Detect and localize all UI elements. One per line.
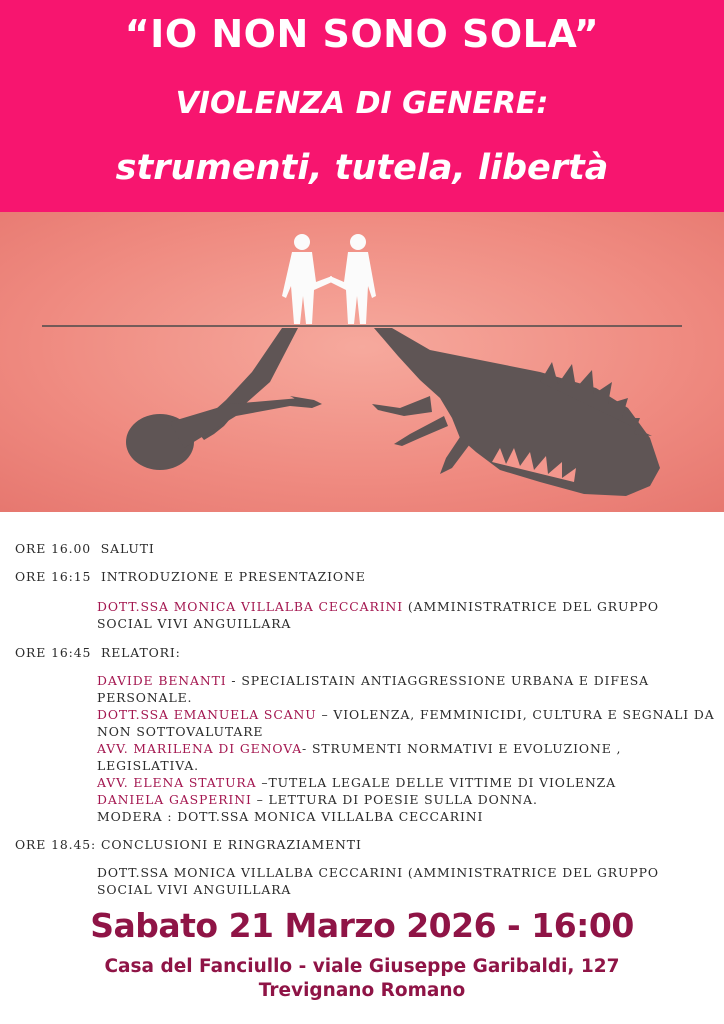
schedule-text: RELATORI: (100, 645, 181, 660)
event-venue: Casa del Fanciullo - viale Giuseppe Garibaldi, 127 (104, 956, 620, 977)
title-banner (0, 0, 724, 212)
speaker-name: DANIELA GASPERINI (97, 792, 252, 807)
schedule-text: INTRODUZIONE E PRESENTAZIONE (100, 569, 366, 584)
speaker-name: AVV. ELENA STATURA (97, 775, 257, 790)
speaker-topic: - STRUMENTI NORMATIVI E EVOLUZIONE , LEGISLATIVA. (97, 741, 622, 773)
speaker-name: DAVIDE BENANTI (97, 673, 227, 688)
schedule-item-greetings (15, 540, 155, 557)
event-town: Trevignano Romano (258, 980, 466, 1001)
event-location (0, 955, 724, 1003)
event-title: “IO NON SONO SOLA” (124, 12, 600, 56)
event-date: Sabato 21 Marzo 2026 - 16:00 (90, 906, 634, 945)
event-tagline: strumenti, tutela, libertà (115, 148, 609, 188)
conclusions-speaker (97, 864, 717, 898)
schedule-time: ORE 16:45 (15, 645, 92, 660)
event-subtitle: VIOLENZA DI GENERE: (175, 86, 549, 121)
schedule-text: CONCLUSIONI E RINGRAZIAMENTI (100, 837, 362, 852)
schedule-text: SALUTI (100, 541, 155, 556)
schedule-item-introduction (15, 568, 366, 585)
moderator-line: MODERA : DOTT.SSA MONICA VILLALBA CECCARINI (97, 809, 484, 824)
introduction-speaker (97, 598, 717, 632)
speaker-entry (97, 672, 717, 706)
speaker-name: DOTT.SSA EMANUELA SCANU (97, 707, 317, 722)
speaker-entry (97, 774, 717, 791)
speaker-name: DOTT.SSA MONICA VILLALBA CECCARINI (97, 599, 404, 614)
speaker-entry (97, 706, 717, 740)
speaker-topic: – VIOLENZA, FEMMINICIDI, CULTURA E SEGNALI DA NON SOTTOVALUTARE (97, 707, 715, 739)
speaker-entry (97, 740, 717, 774)
speaker-name-plain: DOTT.SSA MONICA VILLALBA CECCARINI (97, 865, 404, 880)
handshake-shadow-illustration (0, 212, 724, 512)
schedule-time: ORE 16:15 (15, 569, 92, 584)
speaker-topic: –TUTELA LEGALE DELLE VITTIME DI VIOLENZA (256, 775, 617, 790)
speaker-name: AVV. MARILENA DI GENOVA (97, 741, 303, 756)
speaker-topic: - SPECIALISTAIN ANTIAGGRESSIONE URBANA E DIFESA PERSONALE. (97, 673, 650, 705)
schedule-item-conclusions (15, 836, 362, 853)
schedule-time: ORE 16.00 (15, 541, 92, 556)
schedule-time: ORE 18.45: (15, 837, 97, 852)
speaker-role: (AMMINISTRATRICE DEL GRUPPO SOCIAL VIVI ANGUILLARA (97, 599, 659, 631)
speaker-role: (AMMINISTRATRICE DEL GRUPPO SOCIAL VIVI ANGUILLARA (97, 865, 659, 897)
schedule-item-speakers (15, 644, 181, 661)
speaker-topic: – LETTURA DI POESIE SULLA DONNA. (251, 792, 538, 807)
speakers-list (97, 672, 717, 825)
speaker-entry (97, 791, 717, 808)
